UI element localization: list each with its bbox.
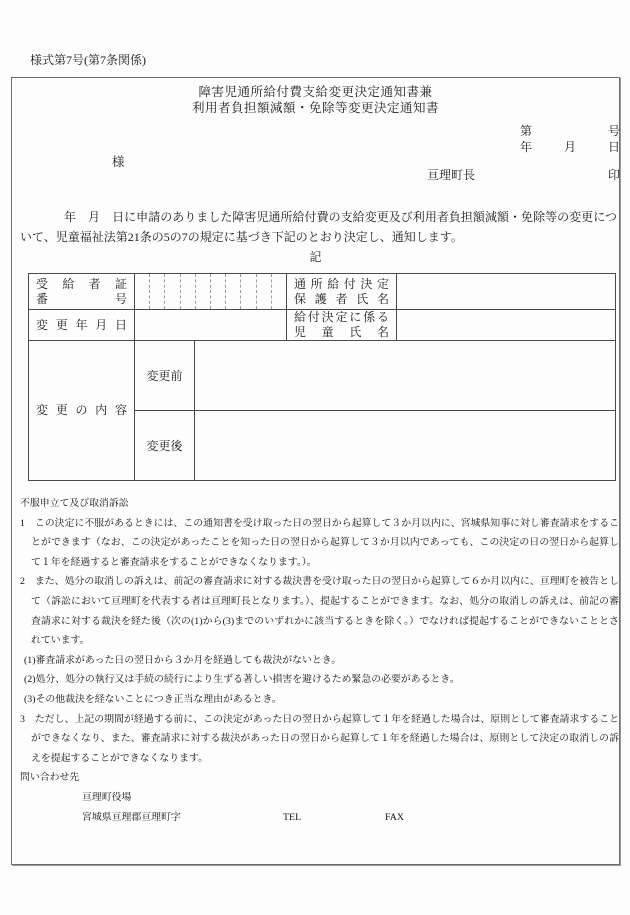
digit-box xyxy=(226,274,241,309)
record-marker: 記 xyxy=(309,250,322,264)
digit-box xyxy=(135,274,150,309)
doc-number-prefix: 第 xyxy=(520,124,533,138)
guardian-name-value xyxy=(397,274,615,310)
change-date-value xyxy=(135,310,287,341)
digit-box-strip xyxy=(135,274,286,309)
notice-item-3: 3 ただし、上記の期間が経過する前に、この決定があった日の翌日から起算して１年を経過した場合は、原則として審査請求することができなくなり、また、審査請求に対する裁決があった日の翌日から起算して１年を経過した場合は、原則として決定の取消しの訴えを提起することができなくなります。 xyxy=(20,713,619,764)
notice-subitem-1: (1)審査請求があった日の翌日から３か月を経過しても裁決がないとき。 xyxy=(24,654,342,666)
notice-subitem-3: (3)その他裁決を経ないことにつき正当な理由があるとき。 xyxy=(24,693,282,705)
contact-address: 宮城県亘理郡亘理町字 xyxy=(82,811,181,823)
digit-box xyxy=(211,274,226,309)
decision-table xyxy=(28,273,616,481)
after-change-label: 変更後 xyxy=(135,411,195,480)
seal-placeholder: 印 xyxy=(607,168,620,182)
document-title-line2: 利用者負担額減額・免除等変更決定通知書 xyxy=(191,101,439,115)
document-title xyxy=(12,84,619,116)
contact-heading: 問い合わせ先 xyxy=(20,772,80,784)
child-name-label: 給付決定に係る 児童氏名 xyxy=(287,310,397,341)
recipient-cert-number-label: 受給者証 番号 xyxy=(29,274,135,310)
date-day-label: 日 xyxy=(607,140,620,154)
doc-number-suffix: 号 xyxy=(607,124,620,138)
body-paragraph: 年 月 日に申請のありました障害児通所給付費の支給変更及び利用者負担額減額・免除等の変更について、児童福祉法第21条の5の7の規定に基づき下記のとおり決定し、通知します。 xyxy=(20,210,617,244)
date-year-label: 年 xyxy=(520,140,533,154)
digit-box xyxy=(181,274,196,309)
after-change-value xyxy=(195,411,615,480)
change-content-label: 変更の内容 xyxy=(29,341,135,480)
issuer-name: 亘理町長 xyxy=(427,168,476,182)
digit-box xyxy=(257,274,272,309)
notice-item-1: 1 この決定に不服があるときには、この通知書を受け取った日の翌日から起算して３か月以内に、宮城県知事に対し審査請求をすることができます（なお、この決定があったことを知った日の翌日から起算して３か月以内であっても、この決定の日の翌日から起算して１年を経過すると審査請求をすることができなくなります。）。 xyxy=(20,517,619,568)
notices-heading: 不服申立て及び取消訴訟 xyxy=(20,498,129,509)
document-number-row xyxy=(520,122,620,139)
issue-date-row xyxy=(520,138,620,155)
document-title-line1: 障害児通所給付費支給変更決定通知書兼 xyxy=(198,85,433,99)
issuer-row xyxy=(427,166,620,183)
digit-box xyxy=(165,274,180,309)
contact-tel-label: TEL xyxy=(283,811,302,823)
before-change-label: 変更前 xyxy=(135,341,195,411)
date-month-label: 月 xyxy=(563,140,576,154)
child-name-value xyxy=(397,310,615,341)
contact-fax-label: FAX xyxy=(385,811,405,823)
change-date-label: 変更年月日 xyxy=(29,310,135,341)
notice-subitem-2: (2)処分、処分の執行又は手続の続行により生ずる著しい損害を避けるため緊急の必要があるとき。 xyxy=(24,674,460,686)
before-change-value xyxy=(195,341,615,411)
digit-box xyxy=(241,274,256,309)
document-border-frame xyxy=(11,77,620,865)
addressee-suffix: 様 xyxy=(112,155,125,169)
guardian-name-label: 通所給付決定 保護者氏名 xyxy=(287,274,397,310)
notice-item-2: 2 また、処分の取消しの訴えは、前記の審査請求に対する裁決書を受け取った日の翌日から起算して６か月以内に、亘理町を被告として（訴訟において亘理町を代表する者は亘理町長となります。）、提起することができます。なお、処分の取消しの訴えは、前記の審査請求に対する裁決を経た後（次の(1)から(3)までのいずれかに該当するときを除く。）でなければ提起することができないこととされています。 xyxy=(20,576,619,647)
form-number-label: 様式第7号(第7条関係) xyxy=(30,53,146,67)
digit-box xyxy=(272,274,286,309)
contact-address-line xyxy=(20,808,619,828)
contact-office: 亘理町役場 xyxy=(82,791,132,803)
digit-box xyxy=(196,274,211,309)
recipient-cert-number-boxes xyxy=(135,274,287,310)
appeal-notices xyxy=(20,494,619,827)
digit-box xyxy=(150,274,165,309)
